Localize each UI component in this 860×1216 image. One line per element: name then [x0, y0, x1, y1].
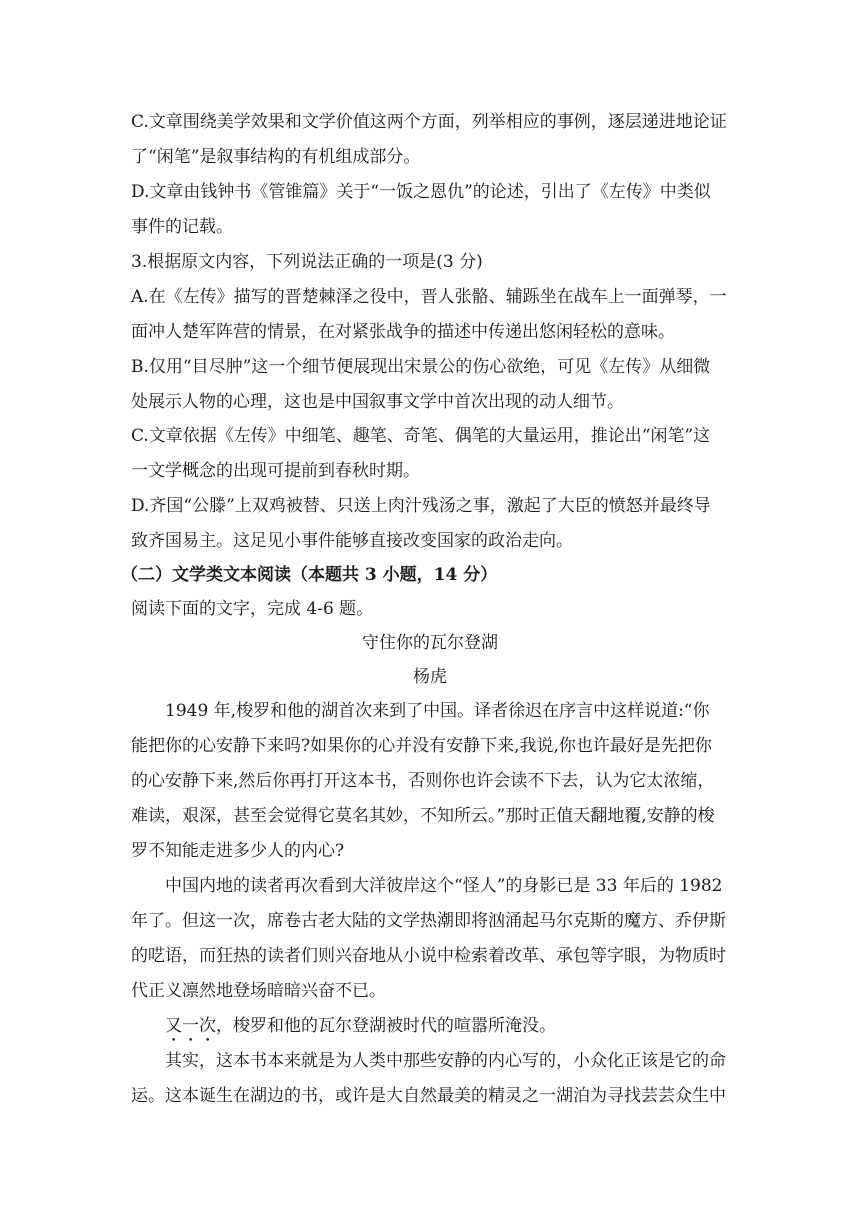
option-d-line-1: D.文章由钱钟书《管锥篇》关于“一饭之恩仇”的论述，引出了《左传》中类似	[131, 182, 711, 202]
article-title: 守住你的瓦尔登湖	[362, 633, 498, 653]
article-author: 杨虎	[413, 667, 447, 687]
paragraph-1-line-3: 的心安静下来,然后你再打开这本书，否则你也许会读不下去，认为它太浓缩，	[131, 771, 715, 791]
q3-option-b-line-2: 处展示人物的心理，这也是中国叙事文学中首次出现的动人细节。	[131, 392, 624, 412]
paragraph-2-line-3: 的呓语，而狂热的读者们则兴奋地从小说中检索着改革、承包等字眼，为物质时	[131, 946, 726, 966]
q3-option-b-line-1: B.仅用“目尽肿”这一个细节便展现出宋景公的伤心欲绝，可见《左传》从细微	[131, 357, 711, 377]
paragraph-3	[165, 1016, 556, 1046]
paragraph-1-line-2: 能把你的心安静下来吗?如果你的心并没有安静下来,我说,你也许最好是先把你	[131, 736, 712, 756]
paragraph-4-line-2: 运。这本诞生在湖边的书，或许是大自然最美的精灵之一湖泊为寻找芸芸众生中	[131, 1086, 726, 1106]
paragraph-1-line-5: 罗不知能走进多少人的内心?	[131, 841, 345, 861]
option-c-line-2: 了“闲笔”是叙事结构的有机组成部分。	[131, 147, 421, 167]
q3-option-d-line-2: 致齐国易主。这足见小事件能够直接改变国家的政治走向。	[131, 531, 573, 551]
section-heading: （二）文学类文本阅读（本题共 3 小题，14 分）	[121, 565, 498, 585]
q3-option-a-line-2: 面冲人楚军阵营的情景，在对紧张战争的描述中传递出悠闲轻松的意味。	[131, 322, 675, 342]
emphasized-phrase: 又一次	[165, 1016, 216, 1036]
question-3: 3.根据原文内容，下列说法正确的一项是(3 分)	[131, 252, 483, 272]
option-c-line-1: C.文章围绕美学效果和文学价值这两个方面，列举相应的事例，逐层递进地论证	[131, 112, 727, 132]
reading-instruction: 阅读下面的文字，完成 4-6 题。	[131, 599, 374, 619]
paragraph-2-line-4: 代正义凛然地登场暗暗兴奋不已。	[131, 981, 386, 1001]
q3-option-c-line-1: C.文章依据《左传》中细笔、趣笔、奇笔、偶笔的大量运用，推论出“闲笔”这	[131, 426, 711, 446]
paragraph-1-line-4: 难读，艰深，甚至会觉得它莫名其妙，不知所云。”那时正值天翻地覆,安静的梭	[131, 806, 715, 826]
q3-option-c-line-2: 一文学概念的出现可提前到春秋时期。	[131, 461, 420, 481]
paragraph-1-line-1: 1949 年,梭罗和他的湖首次来到了中国。译者徐迟在序言中这样说道:“你	[165, 701, 710, 721]
q3-option-d-line-1: D.齐国“公滕”上双鸡被替、只送上肉汁残汤之事，激起了大臣的愤怒并最终导	[131, 496, 711, 516]
paragraph-4-line-1: 其实，这本书本来就是为人类中那些安静的内心写的，小众化正该是它的命	[165, 1051, 726, 1071]
option-d-line-2: 事件的记载。	[131, 217, 233, 237]
paragraph-2-line-2: 年了。但这一次，席卷古老大陆的文学热潮即将汹涌起马尔克斯的魔方、乔伊斯	[131, 911, 726, 931]
paragraph-3-rest: ，梭罗和他的瓦尔登湖被时代的喧嚣所淹没。	[216, 1016, 556, 1036]
q3-option-a-line-1: A.在《左传》描写的晋楚棘泽之役中，晋人张骼、辅跞坐在战车上一面弹琴，一	[131, 287, 727, 307]
paragraph-2-line-1: 中国内地的读者再次看到大洋彼岸这个“怪人”的身影已是 33 年后的 1982	[165, 876, 723, 896]
